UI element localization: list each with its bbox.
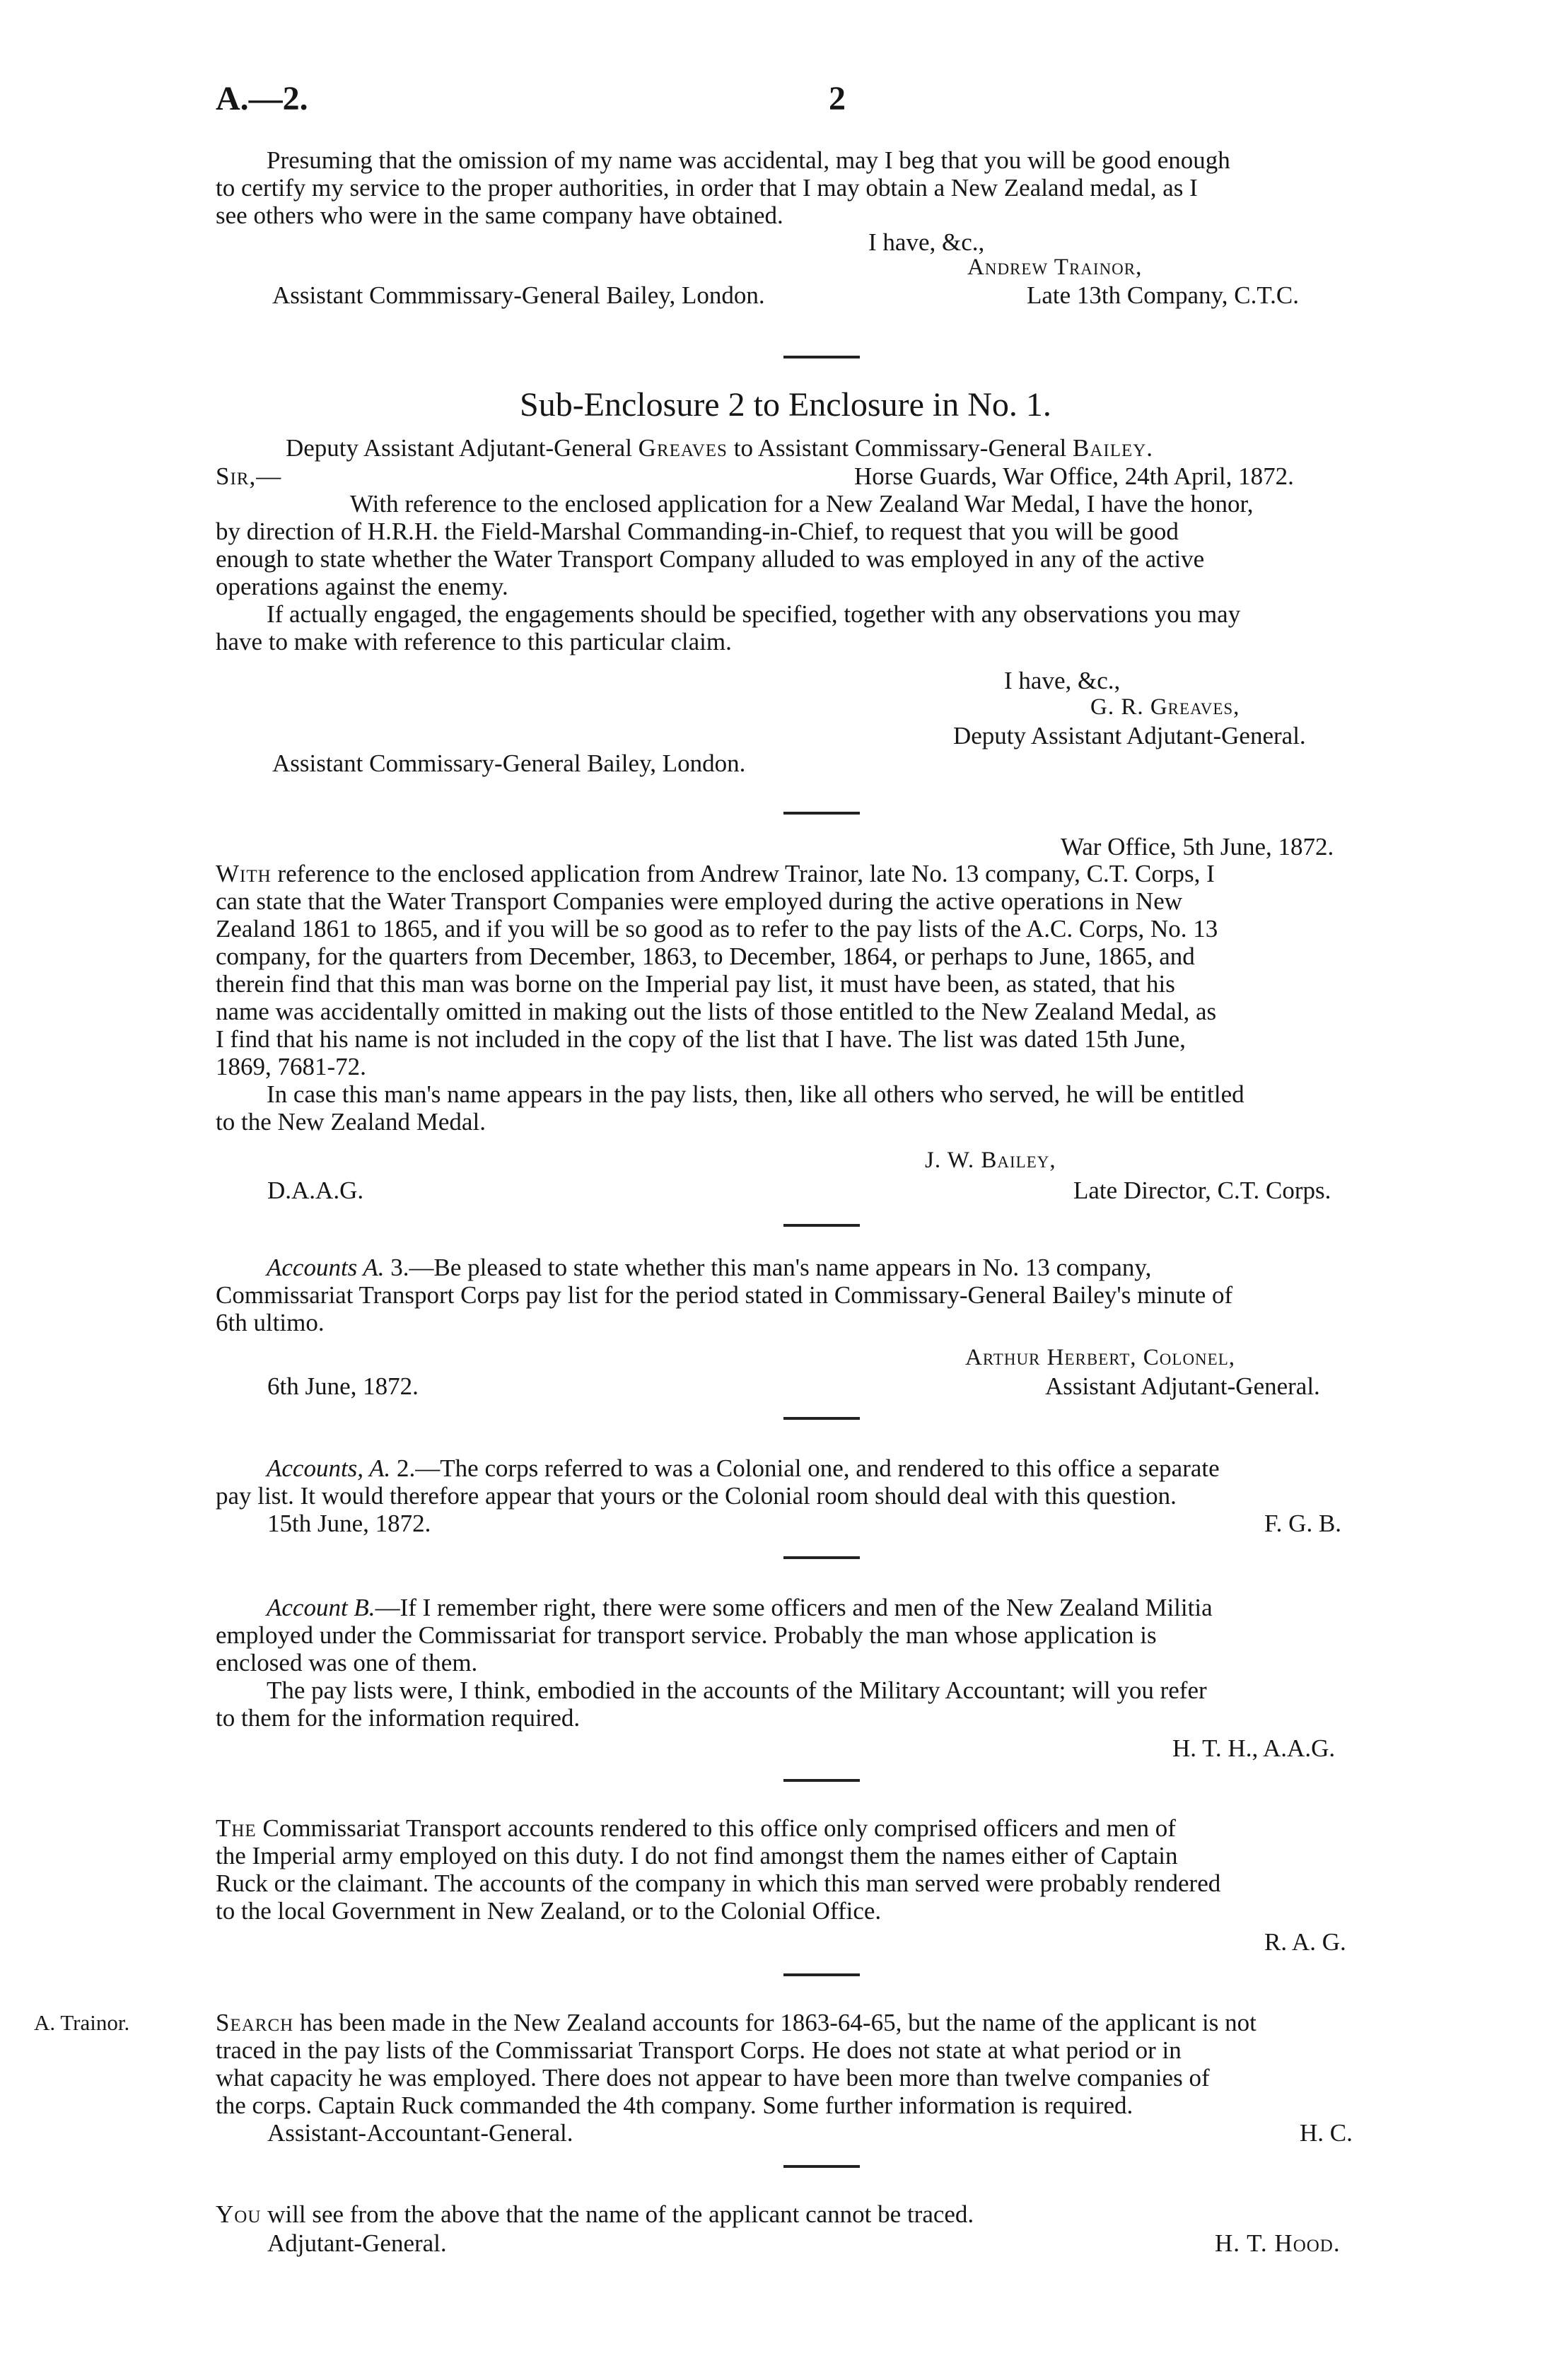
body-line: therein find that this man was borne on the Imperial pay list, it must have been, as stated, that his	[216, 970, 1175, 998]
divider	[783, 1973, 860, 1976]
body-line: In case this man's name appears in the pay lists, then, like all others who served, he will be entitled	[267, 1080, 1244, 1108]
body-line: the Imperial army employed on this duty. I do not find amongst them the names either of Captain	[216, 1842, 1178, 1869]
first-word: With	[216, 860, 272, 887]
date-line: 6th June, 1872.	[267, 1372, 419, 1400]
addressee: Adjutant-General.	[267, 2229, 447, 2257]
body-line	[216, 1594, 1508, 1621]
divider	[783, 812, 860, 815]
salutation: Sir,—	[216, 462, 282, 490]
body-line: 1869, 7681-72.	[216, 1053, 366, 1080]
minute-lead: Accounts A.	[267, 1254, 385, 1281]
body-line: 6th ultimo.	[216, 1309, 325, 1336]
body-line: have to make with reference to this particular claim.	[216, 628, 732, 655]
body-text: Commissariat Transport accounts rendered to this office only comprised officers and men of	[256, 1814, 1176, 1842]
body-line: to them for the information required.	[216, 1704, 581, 1732]
body-line: enough to state whether the Water Transport Company alluded to was employed in any of the active	[216, 545, 1205, 573]
signer-title: Late 13th Company, C.T.C.	[1027, 281, 1299, 309]
closing: I have, &c.,	[868, 228, 985, 256]
body-line: Ruck or the claimant. The accounts of the company in which this man served were probably rendered	[216, 1869, 1221, 1897]
body-line: enclosed was one of them.	[216, 1649, 478, 1676]
signer-title: Assistant Adjutant-General.	[1045, 1372, 1320, 1400]
signature: G. R. Greaves,	[1090, 694, 1240, 720]
body-line: pay list. It would therefore appear that yours or the Colonial room should deal with this question.	[216, 1482, 1177, 1510]
page-number: 2	[829, 80, 846, 117]
signer-title: Late Director, C.T. Corps.	[1073, 1177, 1331, 1204]
body-line: The pay lists were, I think, embodied in the accounts of the Military Accountant; will you refer	[267, 1676, 1207, 1704]
body-line	[216, 860, 1457, 887]
first-word: You	[216, 2200, 262, 2228]
initials: H. C.	[1300, 2119, 1353, 2147]
page-reference: A.—2.	[216, 80, 308, 117]
body-line: traced in the pay lists of the Commissariat Transport Corps. He does not state at what period or in	[216, 2036, 1182, 2064]
body-line: I find that his name is not included in the copy of the list that I have. The list was dated 15th June,	[216, 1025, 1186, 1053]
signature: J. W. Bailey,	[925, 1148, 1056, 1173]
routing-to: to Assistant Commissary-General	[733, 434, 1067, 462]
body-line	[216, 1454, 1508, 1482]
body-text: 3.—Be pleased to state whether this man's name appears in No. 13 company,	[384, 1254, 1152, 1281]
place-date: Horse Guards, War Office, 24th April, 1872.	[854, 462, 1294, 490]
margin-note: A. Trainor.	[34, 2010, 130, 2035]
body-line: Presuming that the omission of my name was accidental, may I beg that you will be good enough	[267, 146, 1230, 174]
body-text: will see from the above that the name of the applicant cannot be traced.	[261, 2200, 974, 2228]
section-heading: Sub-Enclosure 2 to Enclosure in No. 1.	[520, 386, 1051, 424]
divider	[783, 1556, 860, 1559]
body-text: reference to the enclosed application from Andrew Trainor, late No. 13 company, C.T. Corps, I	[271, 860, 1215, 887]
divider	[783, 1417, 860, 1420]
body-line: can state that the Water Transport Companies were employed during the active operations in New	[216, 887, 1182, 915]
signature: Andrew Trainor,	[967, 255, 1143, 280]
addressee: Assistant-Accountant-General.	[267, 2119, 573, 2147]
body-text: —If I remember right, there were some officers and men of the New Zealand Militia	[375, 1594, 1213, 1621]
body-text: 2.—The corps referred to was a Colonial one, and rendered to this office a separate	[390, 1454, 1220, 1482]
divider	[783, 356, 860, 358]
addressee: D.A.A.G.	[267, 1177, 364, 1204]
body-line: by direction of H.R.H. the Field-Marshal Commanding-in-Chief, to request that you will be good	[216, 518, 1179, 545]
body-line	[216, 2009, 1457, 2036]
body-line: to the New Zealand Medal.	[216, 1108, 486, 1136]
initials: H. T. H., A.A.G.	[1172, 1734, 1336, 1762]
body-line	[216, 1254, 1508, 1281]
body-line: Zealand 1861 to 1865, and if you will be so good as to refer to the pay lists of the A.C. Corps, No. 13	[216, 915, 1218, 943]
minute-lead: Accounts, A.	[267, 1454, 391, 1482]
addressee: Assistant Commissary-General Bailey, London.	[272, 749, 746, 777]
body-line: see others who were in the same company have obtained.	[216, 202, 783, 229]
minute-lead: Account B.	[267, 1594, 375, 1621]
body-line: With reference to the enclosed application for a New Zealand War Medal, I have the honor,	[350, 490, 1254, 518]
body-line: operations against the enemy.	[216, 573, 508, 600]
body-line: Commissariat Transport Corps pay list for the period stated in Commissary-General Bailey's minute of	[216, 1281, 1233, 1309]
body-line: company, for the quarters from December, 1863, to December, 1864, or perhaps to June, 1865, and	[216, 943, 1195, 970]
body-line: employed under the Commissariat for transport service. Probably the man whose application is	[216, 1621, 1157, 1649]
routing-from: Deputy Assistant Adjutant-General	[286, 434, 632, 462]
routing-line	[286, 434, 1153, 462]
body-line: name was accidentally omitted in making out the lists of those entitled to the New Zealand Medal, as	[216, 998, 1217, 1025]
signature: H. T. Hood.	[1215, 2229, 1341, 2257]
first-word: Search	[216, 2009, 294, 2036]
body-line: what capacity he was employed. There does not appear to have been more than twelve companies of	[216, 2064, 1210, 2092]
closing: I have, &c.,	[1004, 667, 1121, 694]
routing-from-name: Greaves	[638, 434, 728, 462]
first-word: The	[216, 1814, 257, 1842]
body-line: to the local Government in New Zealand, or to the Colonial Office.	[216, 1897, 882, 1925]
body-line	[216, 2200, 1457, 2228]
body-line: the corps. Captain Ruck commanded the 4th company. Some further information is required.	[216, 2092, 1133, 2119]
initials: F. G. B.	[1264, 1510, 1342, 1537]
routing-to-name: Bailey.	[1072, 434, 1154, 462]
initials: R. A. G.	[1264, 1928, 1346, 1956]
divider	[783, 2165, 860, 2168]
date-line: 15th June, 1872.	[267, 1510, 431, 1537]
body-line	[216, 1814, 1457, 1842]
divider	[783, 1779, 860, 1782]
divider	[783, 1224, 860, 1227]
date-line: War Office, 5th June, 1872.	[1061, 833, 1334, 861]
addressee: Assistant Commmissary-General Bailey, London.	[272, 281, 765, 309]
signer-title: Deputy Assistant Adjutant-General.	[953, 722, 1306, 749]
body-line: to certify my service to the proper authorities, in order that I may obtain a New Zealand medal, as I	[216, 174, 1198, 202]
body-line: If actually engaged, the engagements should be specified, together with any observations you may	[267, 600, 1241, 628]
body-text: has been made in the New Zealand accounts for 1863-64-65, but the name of the applicant is not	[293, 2009, 1257, 2036]
signature: Arthur Herbert, Colonel,	[965, 1345, 1236, 1370]
